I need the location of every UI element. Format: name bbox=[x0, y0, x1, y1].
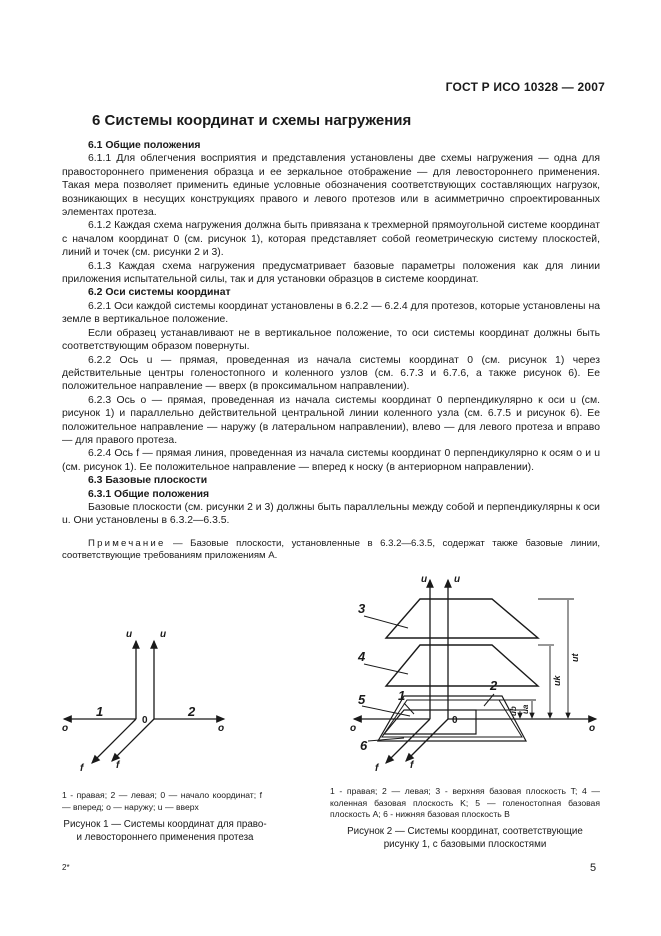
figure-1-caption: Рисунок 1 — Системы координат для право- и левостороннего применения протеза bbox=[63, 819, 267, 843]
fig2-label-origin: 0 bbox=[452, 715, 458, 726]
figure-2-caption: Рисунок 2 — Системы координат, соответствующие рисунку 1, с базовыми плоскостями bbox=[347, 826, 583, 850]
figure-2-diagram bbox=[354, 580, 596, 763]
paragraph-6-2-2: 6.2.2 Ось u — прямая, проведенная из начала системы координат 0 (см. рисунок 1) через действительные центры голеностопного и коленного узлов (см. 6.7.3 и 6.7.6, а также рисунок 6). Ее положительное направление — вверх (в проксимальном направлении). bbox=[62, 354, 600, 393]
fig2-dim-ut: ut bbox=[570, 653, 580, 662]
document-code: ГОСТ Р ИСО 10328 — 2007 bbox=[445, 80, 605, 94]
paragraph-6-2-4: 6.2.4 Ось f — прямая линия, проведенная из начала системы координат 0 перпендикулярно к осям o и u (см. рисунок 1). Ее положительное направление — вперед к носку (в антериорном направлении). bbox=[62, 448, 600, 473]
fig2-label-o-right: o bbox=[589, 723, 596, 734]
fig2-label-3: 3 bbox=[358, 601, 366, 616]
fig2-leaders bbox=[362, 616, 494, 741]
fig2-plane-3 bbox=[386, 599, 538, 638]
section-title: 6 Системы координат и схемы нагружения bbox=[92, 112, 412, 129]
fig1-label-origin: 0 bbox=[142, 715, 148, 726]
heading-6-2: 6.2 Оси системы координат bbox=[88, 287, 231, 299]
fig2-dimensions bbox=[476, 599, 574, 718]
fig2-dim-ub: ub bbox=[509, 706, 518, 716]
figure-1-labels bbox=[62, 629, 224, 774]
fig2-label-5: 5 bbox=[358, 692, 366, 707]
page-number: 5 bbox=[590, 862, 597, 874]
figure-2-legend: 1 - правая; 2 — левая; 3 - верхняя базовая плоскость T; 4 — коленная базовая плоскость K; 5 — голеностопная базовая плоскость A; 6 - нижняя базовая плоскость B bbox=[330, 786, 600, 820]
paragraph-6-2-1b: Если образец устанавливают не в вертикальное положение, то оси системы координат должны быть соответствующим образом повернуты. bbox=[62, 327, 600, 353]
paragraph-6-1-2: 6.1.2 Каждая схема нагружения должна быть привязана к трехмерной прямоугольной системе координат с началом координат 0 (см. рисунок 1), которая представляет собой геометрическую систему плоскостей, линий и точек (см. рисунки 2 и 3). bbox=[62, 220, 600, 259]
heading-6-1: 6.1 Общие положения bbox=[88, 140, 201, 151]
fig2-label-o-left: o bbox=[350, 723, 357, 734]
fig2-label-u-left: u bbox=[421, 574, 428, 585]
figure-1-legend: 1 - правая; 2 — левая; 0 — начало координат; f — вперед; o — наружу; u — вверх bbox=[62, 790, 262, 812]
note-text: — Базовые плоскости, установленные в 6.3.2—6.3.5, содержат также базовые линии, соответствующие требованиям приложениям А. bbox=[62, 537, 600, 562]
figure-1-diagram bbox=[64, 641, 224, 763]
fig1-label-o-right: o bbox=[218, 723, 225, 734]
fig2-label-f-left: f bbox=[375, 763, 379, 774]
fig2-label-2: 2 bbox=[490, 678, 498, 693]
note-label: Примечание bbox=[88, 537, 166, 549]
paragraph-6-1-1: 6.1.1 Для облегчения восприятия и представления установлены две схемы нагружения — одна для правостороннего применения образца и ее зеркальное отображение — для левостороннего применения. Такая мера позволяет применить единые условные обозначения соответствующих составляющих нагрузок, возникающих в несущих конструкциях правого и левого протезов или в асимметрично спроектированных элементах протеза. bbox=[62, 153, 600, 219]
fig2-label-1: 1 bbox=[398, 688, 406, 703]
fig2-label-6: 6 bbox=[360, 738, 368, 753]
fig2-plane-4 bbox=[386, 645, 538, 686]
fig1-label-f-right: f bbox=[116, 760, 120, 771]
paragraph-6-1-3: 6.1.3 Каждая схема нагружения предусматривает базовые параметры положения как для линии приложения испытательной силы, так и для установки образцов в системе координат. bbox=[62, 260, 600, 286]
fig2-label-f-right: f bbox=[410, 760, 414, 771]
fig1-axis-f-left bbox=[92, 719, 136, 763]
fig1-label-2: 2 bbox=[188, 704, 196, 719]
fig2-dim-uk: uk bbox=[552, 675, 562, 686]
fig2-dim-ua: ua bbox=[521, 704, 530, 714]
fig2-label-u-right: u bbox=[454, 574, 461, 585]
fig1-label-o-left: o bbox=[62, 723, 69, 734]
page-mark: 2* bbox=[62, 863, 70, 872]
fig1-label-u-left: u bbox=[126, 629, 133, 640]
fig2-label-4: 4 bbox=[358, 649, 366, 664]
heading-6-3: 6.3 Базовые плоскости bbox=[88, 475, 208, 487]
fig1-axis-f-right bbox=[112, 719, 154, 761]
heading-6-3-1: 6.3.1 Общие положения bbox=[88, 488, 210, 500]
fig1-label-u-right: u bbox=[160, 629, 167, 640]
paragraph-6-2-3: 6.2.3 Ось o — прямая, проведенная из начала системы координат 0 перпендикулярно к оси u (см. рисунок 1) и параллельно действительной центральной линии коленного узла (см. 6.7.5 и рисунок 6). Ее положительное направление — наружу (в латеральном направлении), влево — для левого протеза и вправо — для правого протеза. bbox=[62, 394, 600, 446]
fig2-axis-f-right bbox=[406, 719, 448, 761]
figure-2-labels bbox=[350, 574, 595, 774]
paragraph-6-3-1: Базовые плоскости (см. рисунки 2 и 3) должны быть параллельны между собой и перпендикулярны к оси u. Они установлены в 6.3.2—6.3.5. bbox=[62, 501, 600, 527]
paragraph-6-2-1a: 6.2.1 Оси каждой системы координат установлены в 6.2.2 — 6.2.4 для протезов, которые установлены на земле в вертикальное положение. bbox=[62, 300, 600, 326]
fig1-label-1: 1 bbox=[96, 704, 104, 719]
fig1-label-f-left: f bbox=[80, 763, 84, 774]
